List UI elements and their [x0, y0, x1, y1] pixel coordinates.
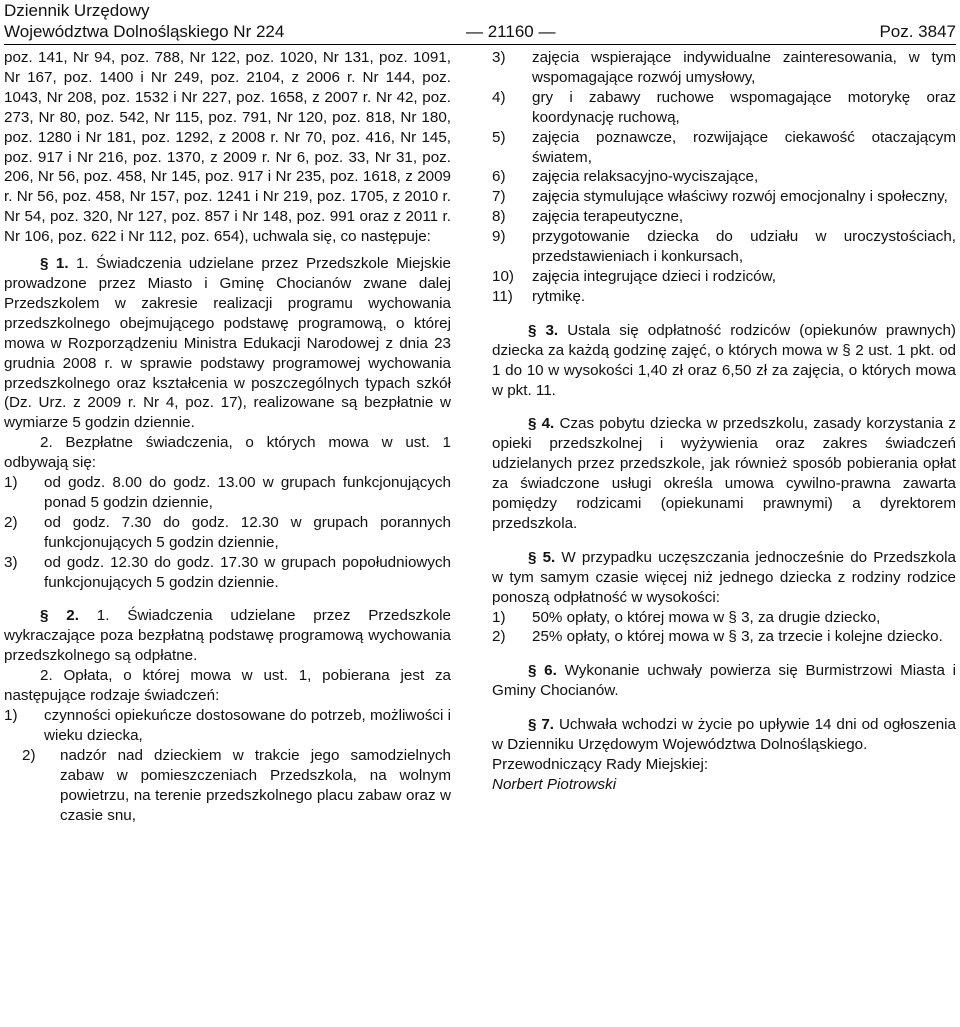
section-6-text: Wykonanie uchwały powierza się Burmistrzowi Miasta i Gminy Chocianów. [492, 662, 956, 700]
list-item-number: 2) [4, 513, 18, 531]
list-item [4, 513, 451, 553]
list-item [492, 627, 956, 647]
list-item [492, 207, 956, 227]
journal-title: Dziennik Urzędowy [4, 1, 150, 20]
section-6-mark: § 6. [528, 662, 557, 680]
list-item-text: rytmikę. [532, 287, 586, 305]
section-3-text: Ustala się odpłatność rodziców (opiekunów prawnych) dziecka za każdą godzinę zajęć, o których mowa w § 2 ust. 1 pkt. od 1 do 10 w wysokości 1,40 zł oraz 6,50 zł za zajęcia, o których mowa w pkt. 11. [492, 321, 956, 399]
list-item-number: 11) [492, 287, 513, 305]
list-item-text: zajęcia terapeutyczne, [532, 208, 684, 226]
list-item [4, 553, 451, 593]
list-item [4, 473, 451, 513]
list-item [492, 187, 956, 207]
right-column [492, 48, 956, 795]
list-item-number: 1) [4, 474, 18, 492]
list-item [4, 706, 451, 746]
list-item-number: 8) [492, 208, 506, 226]
list-item [492, 267, 956, 287]
section-7-text: Uchwała wchodzi w życie po upływie 14 dni od ogłoszenia w Dzienniku Urzędowym Województwa Dolnośląskiego. [492, 716, 956, 754]
position-number: Poz. 3847 [879, 22, 956, 41]
list-item-text: od godz. 12.30 do godz. 17.30 w grupach popołudniowych funkcjonujących 5 godzin dziennie. [44, 553, 451, 591]
section-4-mark: § 4. [528, 415, 555, 433]
legal-basis-paragraph: poz. 141, Nr 94, poz. 788, Nr 122, poz. 1020, Nr 131, poz. 1091, Nr 167, poz. 1400 i Nr 249, poz. 2104, z 2006 r. Nr 144, poz. 1043, Nr 208, poz. 1532 i Nr 227, poz. 1658, z 2007 r. Nr 42, poz. 273, Nr 80, poz. 542, Nr 115, poz. 791, Nr 120, poz. 818, Nr 180, poz. 1280 i Nr 181, poz. 1292, z 2008 r. Nr 70, poz. 416, Nr 145, poz. 917 i Nr 216, poz. 1370, z 2009 r. Nr 6, poz. 33, Nr 31, poz. 206, Nr 56, poz. 458, Nr 145, poz. 917 i Nr 235, poz. 1618, z 2009 r. Nr 56, poz. 458, Nr 157, poz. 1241 i Nr 219, poz. 1705, z 2010 r. Nr 54, poz. 320, Nr 127, poz. 857 i Nr 148, poz. 991 oraz z 2011 r. Nr 106, poz. 622 i Nr 112, poz. 654), uchwala się, co następuje: [4, 49, 451, 246]
section-2-paragraph-1 [4, 606, 451, 666]
list-item-text: zajęcia integrujące dzieci i rodziców, [532, 267, 776, 285]
list-item-number: 2) [22, 746, 36, 764]
list-item-number: 3) [4, 553, 18, 571]
section-4-text: Czas pobytu dziecka w przedszkolu, zasady korzystania z opieki przedszkolnej i wyżywienia oraz zakres świadczeń udzielanych przez przedszkole, jak również sposób pobierania opłat za świadczone usługi określa umowa cywilno-prawna zawarta pomiędzy rodzicami (opiekunami prawnymi) a dyrektorem przedszkola. [492, 415, 956, 532]
section-1-mark: § 1. [40, 255, 69, 273]
list-item-number: 9) [492, 228, 506, 246]
list-item [492, 88, 956, 128]
list-item [492, 167, 956, 187]
left-column [4, 48, 451, 825]
list-item-number: 3) [492, 49, 506, 66]
list-item-text: 50% opłaty, o której mowa w § 3, za drugie dziecko, [532, 608, 881, 626]
signature-title: Przewodniczący Rady Miejskiej: [492, 756, 709, 773]
section-2-text: 1. Świadczenia udzielane przez Przedszkole wykraczające poza bezpłatną podstawę programową wychowania przedszkolnego są odpłatne. [4, 607, 451, 665]
list-item-number: 1) [4, 707, 18, 724]
list-item [492, 608, 956, 628]
voivodeship-issue: Województwa Dolnośląskiego Nr 224 [4, 22, 285, 41]
section-1-text: 1. Świadczenia udzielane przez Przedszkole Miejskie prowadzone przez Miasto i Gminę Chocianów zwane dalej Przedszkolem w zakresie realizacji programu wychowania przedszkolnego obejmującego podstawę programową, o której mowa w Rozporządzeniu Ministra Edukacji Narodowej z dnia 23 grudnia 2008 r. w sprawie podstawy programowej wychowania przedszkolnego oraz kształcenia w poszczególnych typach szkół (Dz. Urz. z 2009 r. Nr 4, poz. 17), realizowane są bezpłatnie w wymiarze 5 godzin dziennie. [4, 255, 451, 432]
list-item-text: gry i zabawy ruchowe wspomagające motorykę oraz koordynację ruchową, [532, 88, 956, 126]
list-item [492, 227, 956, 267]
list-item-number: 5) [492, 128, 506, 146]
section-7-mark: § 7. [528, 716, 555, 734]
list-item-number: 1) [492, 608, 506, 626]
section-4-paragraph [492, 414, 956, 533]
page-header [4, 0, 956, 46]
section-2-paragraph-2: 2. Opłata, o której mowa w ust. 1, pobierana jest za następujące rodzaje świadczeń: [4, 667, 451, 705]
section-7-paragraph [492, 715, 956, 755]
list-item-text: od godz. 7.30 do godz. 12.30 w grupach porannych funkcjonujących 5 godzin dziennie, [44, 513, 451, 551]
section-1-paragraph-1 [4, 254, 451, 433]
list-item-text: 25% opłaty, o której mowa w § 3, za trzecie i kolejne dziecko. [532, 628, 943, 646]
list-item-number: 4) [492, 88, 506, 106]
list-item [4, 746, 451, 826]
section-3-mark: § 3. [528, 321, 559, 339]
list-item [492, 128, 956, 168]
list-item [492, 287, 956, 307]
section-2-mark: § 2. [40, 607, 79, 625]
list-item-text: zajęcia wspierające indywidualne zainteresowania, w tym wspomagające rozwój umysłowy, [532, 49, 956, 86]
section-6-paragraph [492, 661, 956, 701]
list-item-text: zajęcia stymulujące właściwy rozwój emocjonalny i społeczny, [532, 188, 948, 206]
list-item-number: 10) [492, 267, 514, 285]
section-5-text: W przypadku uczęszczania jednocześnie do Przedszkola w tym samym czasie więcej niż jednego dziecka z rodziny rodzice ponoszą odpłatność w wysokości: [492, 548, 956, 606]
list-item [492, 48, 956, 88]
section-1-paragraph-2: 2. Bezpłatne świadczenia, o których mowa w ust. 1 odbywają się: [4, 434, 451, 472]
list-item-text: zajęcia relaksacyjno-wyciszające, [532, 168, 759, 186]
list-item-number: 7) [492, 188, 506, 206]
section-3-paragraph [492, 321, 956, 401]
list-item-text: nadzór nad dzieckiem w trakcie jego samodzielnych zabaw w pomieszczeniach Przedszkola, na wolnym powietrzu, na terenie przedszkolnego placu zabaw oraz w czasie snu, [60, 746, 451, 824]
signature-name: Norbert Piotrowski [492, 775, 617, 793]
list-item-text: zajęcia poznawcze, rozwijające ciekawość otaczającym światem, [532, 128, 956, 166]
list-item-text: czynności opiekuńcze dostosowane do potrzeb, możliwości i wieku dziecka, [44, 707, 451, 744]
section-5-mark: § 5. [528, 548, 556, 566]
header-divider [4, 44, 956, 45]
page-number: — 21160 — [466, 22, 556, 41]
section-5-paragraph [492, 548, 956, 608]
list-item-text: od godz. 8.00 do godz. 13.00 w grupach funkcjonujących ponad 5 godzin dziennie, [44, 474, 451, 511]
list-item-number: 2) [492, 628, 506, 646]
list-item-text: przygotowanie dziecka do udziału w uroczystościach, przedstawieniach i konkursach, [532, 228, 956, 266]
list-item-number: 6) [492, 168, 506, 186]
